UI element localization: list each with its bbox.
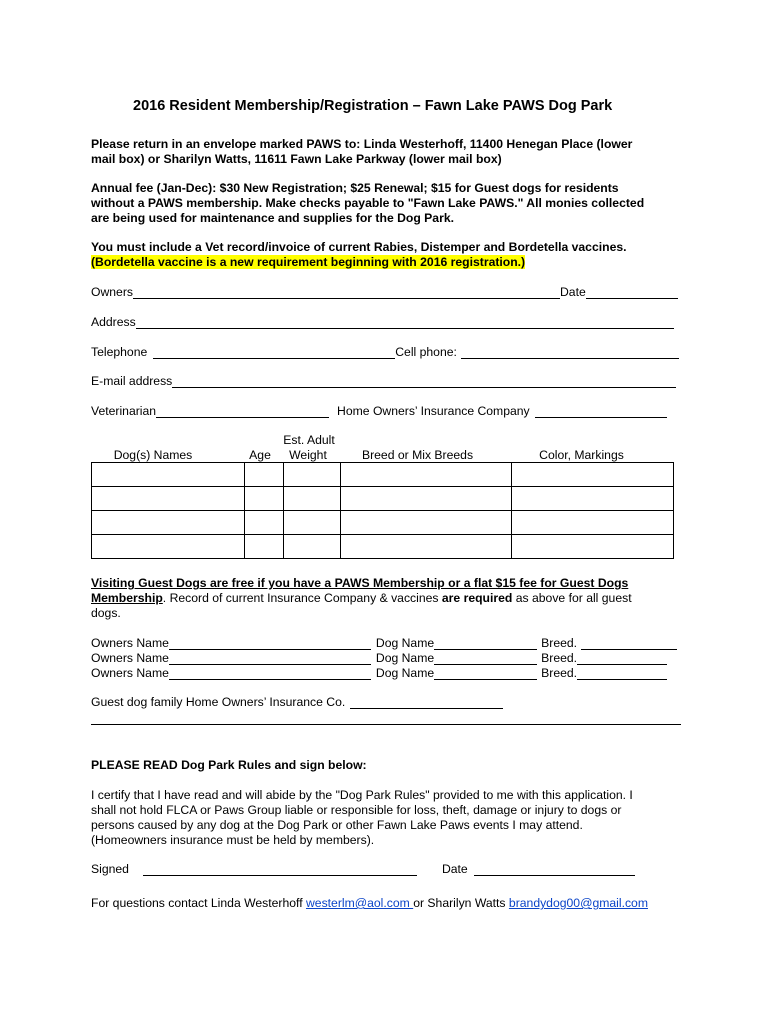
owners-row (91, 285, 678, 299)
color-cell[interactable] (512, 463, 674, 487)
weight-cell[interactable] (284, 511, 341, 535)
address-label: Address (91, 315, 136, 329)
membership-word: Membership (91, 591, 163, 605)
date-input-line[interactable] (586, 286, 678, 299)
email-row (91, 374, 676, 388)
email-link-sharilyn[interactable]: brandydog00@gmail.com (508, 896, 648, 910)
form-title: 2016 Resident Membership/Registration – Fawn Lake PAWS Dog Park (133, 98, 613, 114)
certify-line2: shall not hold FLCA or Paws Group liable or responsible for loss, theft, damage or injury to dogs or (91, 803, 622, 817)
dog-name-label: Dog Name (375, 666, 435, 680)
breed-label: Breed. (541, 666, 578, 680)
signature-date-input-line[interactable] (474, 863, 635, 876)
owners-label: Owners (91, 285, 133, 299)
certify-line4: (Homeowners insurance must be held by members). (91, 833, 375, 847)
header-age: Age (249, 448, 271, 462)
veterinarian-row (91, 404, 667, 418)
dog-name-cell[interactable] (92, 535, 245, 559)
address-input-line[interactable] (136, 316, 674, 329)
table-row (92, 487, 674, 511)
breed-cell[interactable] (341, 463, 512, 487)
age-cell[interactable] (245, 511, 284, 535)
age-cell[interactable] (245, 535, 284, 559)
section-divider (91, 724, 681, 725)
breed-input-line[interactable] (577, 652, 667, 665)
dog-name-input-line[interactable] (434, 652, 537, 665)
rules-heading: PLEASE READ Dog Park Rules and sign below: (91, 758, 367, 772)
guest-owner-row (91, 651, 667, 665)
breed-cell[interactable] (341, 511, 512, 535)
return-instructions-line1: Please return in an envelope marked PAWS to: Linda Westerhoff, 11400 Henegan Place (lower (91, 137, 633, 151)
address-row (91, 315, 674, 329)
email-input-line[interactable] (172, 375, 676, 388)
weight-cell[interactable] (284, 463, 341, 487)
breed-cell[interactable] (341, 487, 512, 511)
breed-label: Breed. (541, 636, 578, 650)
signature-date-label: Date (441, 862, 468, 876)
certify-line1: I certify that I have read and will abide by the "Dog Park Rules" provided to me with this application. I (91, 788, 633, 802)
guest-text-b: as above for all guest (512, 591, 632, 605)
header-weight-line2: Weight (289, 448, 327, 462)
signed-label: Signed (91, 862, 129, 876)
breed-input-line[interactable] (581, 637, 677, 650)
bordetella-highlight: (Bordetella vaccine is a new requirement beginning with 2016 registration.) (91, 255, 526, 269)
age-cell[interactable] (245, 487, 284, 511)
breed-input-line[interactable] (577, 667, 667, 680)
return-instructions-line2: mail box) or Sharilyn Watts, 11611 Fawn Lake Parkway (lower mail box) (91, 152, 502, 166)
weight-cell[interactable] (284, 535, 341, 559)
dog-name-label: Dog Name (375, 651, 435, 665)
fee-line3: are being used for maintenance and supplies for the Dog Park. (91, 211, 454, 225)
telephone-label: Telephone (91, 345, 148, 359)
guest-dogs-line2 (91, 591, 632, 606)
guest-owner-row (91, 666, 667, 680)
guest-dogs-heading: Visiting Guest Dogs are free if you have a PAWS Membership or a flat $15 fee for Guest Dogs (91, 576, 629, 590)
cell-phone-input-line[interactable] (461, 346, 679, 359)
guest-insurance-row (91, 695, 503, 709)
owners-name-label: Owners Name (91, 636, 169, 650)
guest-dogs-line3: dogs. (91, 606, 121, 620)
dog-name-cell[interactable] (92, 511, 245, 535)
guest-text-required: are required (441, 591, 513, 605)
contact-prefix: For questions contact Linda Westerhoff (91, 896, 306, 910)
owners-name-label: Owners Name (91, 666, 169, 680)
guest-text-a: . Record of current Insurance Company & vaccines (162, 591, 442, 605)
owners-input-line[interactable] (133, 286, 560, 299)
dog-name-cell[interactable] (92, 487, 245, 511)
header-color: Color, Markings (539, 448, 624, 462)
vet-requirement-line1: You must include a Vet record/invoice of current Rabies, Distemper and Bordetella vaccines. (91, 240, 627, 254)
header-dog-names: Dog(s) Names (113, 448, 193, 462)
dog-name-input-line[interactable] (434, 637, 537, 650)
telephone-input-line[interactable] (153, 346, 395, 359)
guest-owner-row (91, 636, 677, 650)
date-label: Date (560, 285, 586, 299)
contact-line (91, 896, 648, 911)
veterinarian-label: Veterinarian (91, 404, 157, 418)
guest-insurance-input-line[interactable] (350, 696, 503, 709)
age-cell[interactable] (245, 463, 284, 487)
color-cell[interactable] (512, 535, 674, 559)
fee-line2: without a PAWS membership. Make checks payable to "Fawn Lake PAWS." All monies collected (91, 196, 645, 210)
telephone-row (91, 345, 679, 359)
dogs-table (91, 462, 674, 559)
header-weight-line1: Est. Adult (283, 433, 335, 447)
email-label: E-mail address (91, 374, 173, 388)
weight-cell[interactable] (284, 487, 341, 511)
breed-cell[interactable] (341, 535, 512, 559)
color-cell[interactable] (512, 511, 674, 535)
email-link-linda[interactable]: westerlm@aol.com (305, 896, 414, 910)
breed-label: Breed. (541, 651, 578, 665)
signature-row (91, 862, 635, 876)
owners-name-input-line[interactable] (169, 652, 371, 665)
cell-phone-label: Cell phone: (395, 345, 457, 359)
header-breed: Breed or Mix Breeds (361, 448, 474, 462)
fee-line1: Annual fee (Jan-Dec): $30 New Registration; $25 Renewal; $15 for Guest dogs for residents (91, 181, 619, 195)
table-row (92, 463, 674, 487)
color-cell[interactable] (512, 487, 674, 511)
veterinarian-input-line[interactable] (156, 405, 329, 418)
owners-name-input-line[interactable] (169, 637, 371, 650)
dog-name-label: Dog Name (375, 636, 435, 650)
insurance-input-line[interactable] (535, 405, 667, 418)
owners-name-input-line[interactable] (169, 667, 371, 680)
owners-name-label: Owners Name (91, 651, 169, 665)
table-row (92, 511, 674, 535)
insurance-label: Home Owners’ Insurance Company (337, 404, 530, 418)
table-row (92, 535, 674, 559)
signature-input-line[interactable] (143, 863, 417, 876)
contact-middle: or Sharilyn Watts (413, 896, 509, 910)
dog-name-cell[interactable] (92, 463, 245, 487)
dog-name-input-line[interactable] (434, 667, 537, 680)
guest-insurance-label: Guest dog family Home Owners’ Insurance Co. (91, 695, 346, 709)
certify-line3: persons caused by any dog at the Dog Park or other Fawn Lake Paws events I may attend. (91, 818, 583, 832)
